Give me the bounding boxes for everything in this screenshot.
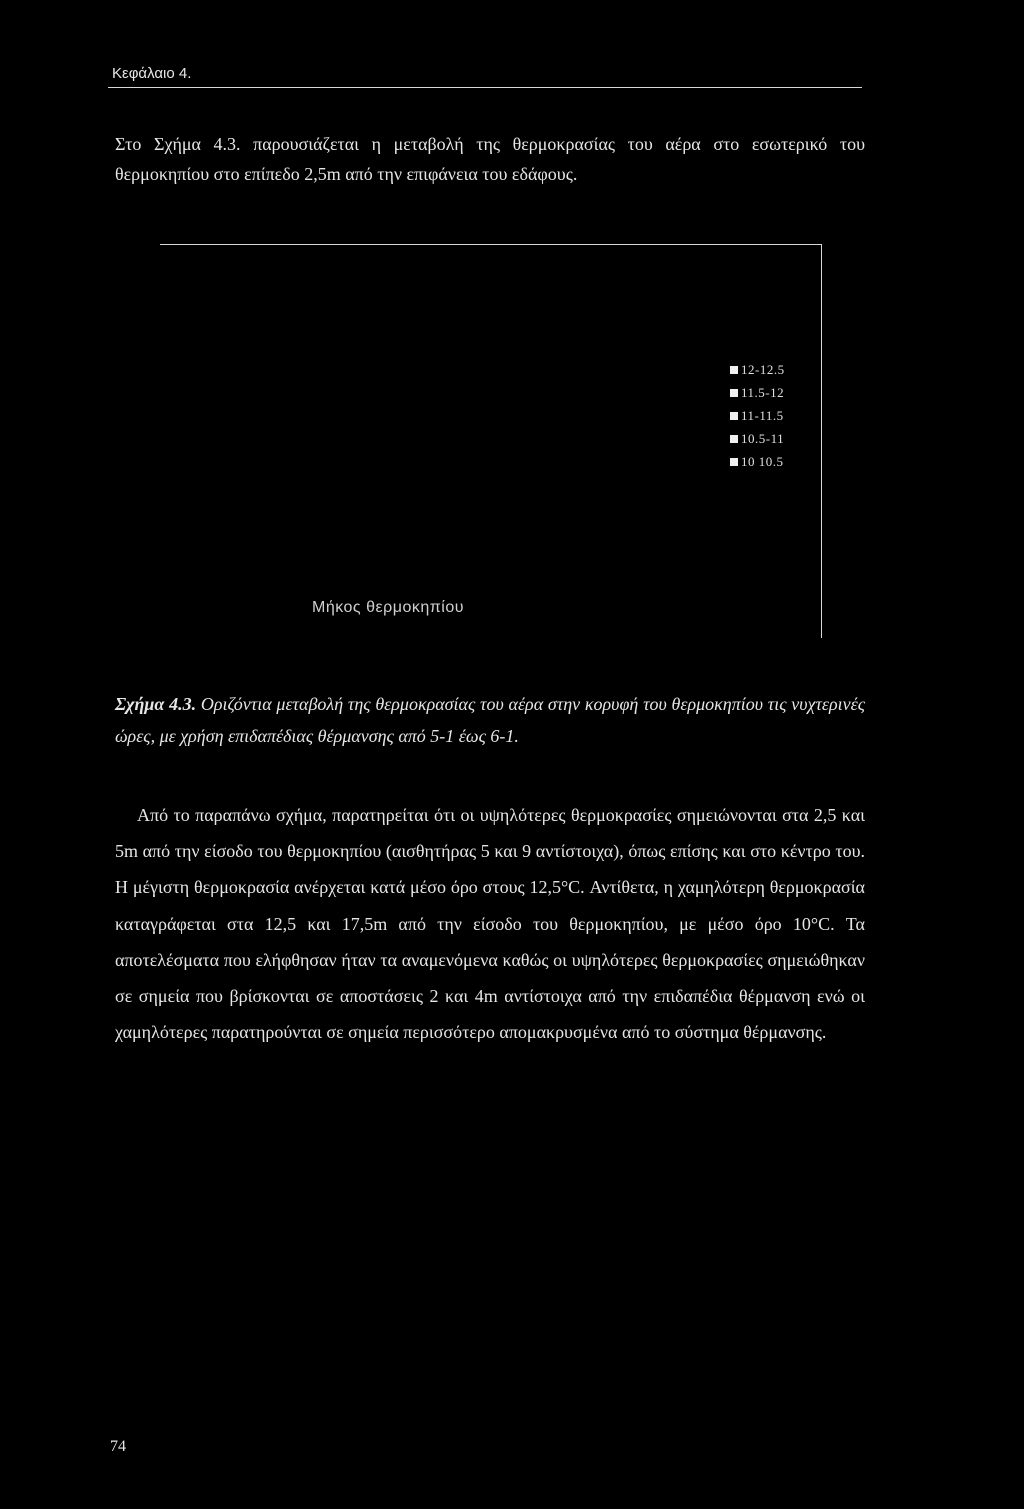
legend-label: 10.5-11 — [741, 430, 785, 446]
page-number: 74 — [110, 1438, 126, 1455]
legend-item — [730, 358, 785, 381]
figure-caption — [115, 688, 865, 752]
legend-item — [730, 381, 785, 404]
legend-swatch — [730, 435, 738, 443]
body-paragraph: Από το παραπάνω σχήμα, παρατηρείται ότι οι υψηλότερες θερμοκρασίες σημειώνονται στα 2,5 και 5m από την είσοδο του θερμοκηπίου (αισθητήρας 5 και 9 αντίστοιχα), όπως επίσης και στο κέντρο του. Η μέγιστη θερμοκρασία ανέρχεται κατά μέσο όρο στους 12,5°C. Αντίθετα, η χαμηλότερη θερμοκρασία καταγράφεται στα 12,5 και 17,5m από την είσοδο του θερμοκηπίου, με μέσο όρο 10°C. Τα αποτελέσματα που ελήφθησαν ήταν τα αναμενόμενα καθώς οι υψηλότερες θερμοκρασίες σημειώθηκαν σε σημεία που βρίσκονται σε αποστάσεις 2 και 4m αντίστοιχα από την επιδαπέδια θέρμανση ενώ οι χαμηλότερες παρατηρούνται σε σημεία περισσότερο απομακρυσμένα από το σύστημα θέρμανσης. — [115, 805, 865, 1043]
legend-item — [730, 450, 785, 473]
figure-right-border — [821, 244, 822, 638]
intro-paragraph: Στο Σχήμα 4.3. παρουσιάζεται η μεταβολή της θερμοκρασίας του αέρα στο εσωτερικό του θερμοκηπίου στο επίπεδο 2,5m από την επιφάνεια του εδάφους. — [115, 134, 865, 184]
legend-swatch — [730, 366, 738, 374]
header-rule — [108, 87, 862, 88]
chapter-header: Κεφάλαιο 4. — [112, 65, 192, 82]
legend-swatch — [730, 389, 738, 397]
legend-label: 12-12.5 — [741, 361, 785, 377]
legend-label: 10 10.5 — [741, 453, 784, 469]
legend-item — [730, 427, 785, 450]
figure-4-3 — [160, 244, 822, 638]
x-axis-label: Μήκος θερμοκηπίου — [312, 599, 464, 616]
legend-swatch — [730, 458, 738, 466]
legend-item — [730, 404, 785, 427]
caption-label: Σχήμα 4.3. — [115, 694, 197, 714]
chart-legend — [730, 358, 785, 473]
legend-label: 11.5-12 — [741, 384, 785, 400]
caption-text: Οριζόντια μεταβολή της θερμοκρασίας του αέρα στην κορυφή του θερμοκηπίου τις νυχτερινές ώρες, με χρήση επιδαπέδιας θέρμανσης από 5-1 έως 6-1. — [115, 694, 866, 746]
legend-swatch — [730, 412, 738, 420]
legend-label: 11-11.5 — [741, 407, 784, 423]
figure-top-border — [160, 244, 822, 245]
